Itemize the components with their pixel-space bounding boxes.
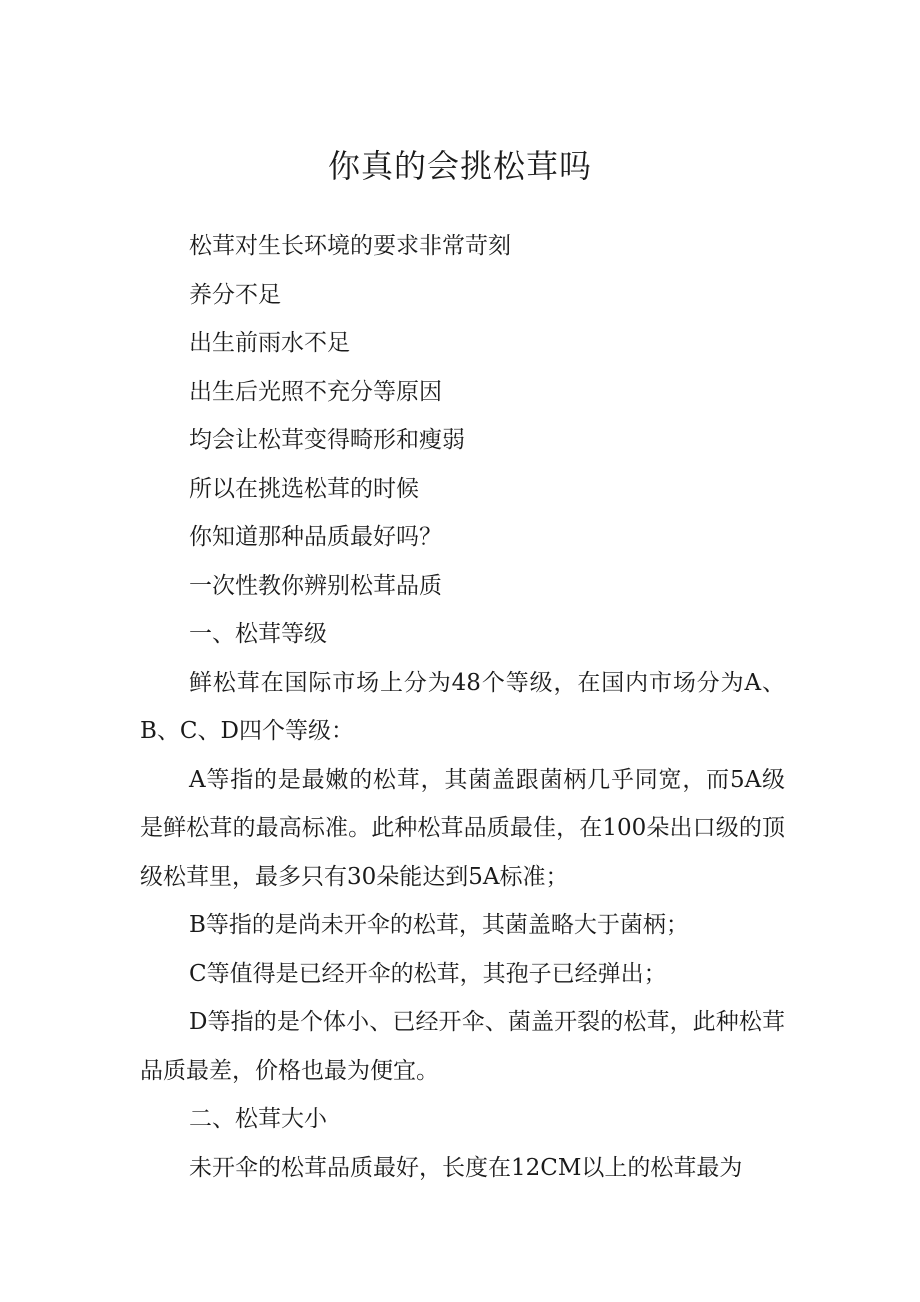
page-title: 你真的会挑松茸吗 bbox=[327, 147, 592, 185]
paragraph-grade-c: C等值得是已经开伞的松茸，其孢子已经弹出； bbox=[189, 960, 667, 987]
paragraph-8: 一次性教你辨别松茸品质 bbox=[189, 572, 442, 599]
paragraph-5: 均会让松茸变得畸形和瘦弱 bbox=[189, 427, 465, 453]
section-heading-grades: 一、松茸等级 bbox=[189, 621, 327, 647]
paragraph-grade-b: B等指的是尚未开伞的松茸，其菌盖略大于菌柄； bbox=[189, 912, 689, 938]
paragraph-6: 所以在挑选松茸的时候 bbox=[189, 475, 419, 502]
paragraph-4: 出生后光照不充分等原因 bbox=[189, 378, 442, 405]
paragraph-grade-d: D等指的是个体小、已经开伞、菌盖开裂的松茸，此种松茸品质最差，价格也最为便宜。 bbox=[140, 1009, 785, 1084]
paragraph-2: 养分不足 bbox=[189, 281, 281, 308]
section-heading-size: 二、松茸大小 bbox=[189, 1106, 327, 1132]
document-body bbox=[140, 222, 785, 1192]
paragraph-3: 出生前雨水不足 bbox=[189, 330, 350, 356]
paragraph-grades-intro: 鲜松茸在国际市场上分为48个等级，在国内市场分为A、B、C、D四个等级： bbox=[140, 669, 785, 744]
paragraph-1: 松茸对生长环境的要求非常苛刻 bbox=[189, 233, 511, 259]
paragraph-size: 未开伞的松茸品质最好，长度在12CM以上的松茸最为 bbox=[189, 1154, 743, 1181]
paragraph-grade-a: A等指的是最嫩的松茸，其菌盖跟菌柄几乎同宽，而5A级是鲜松茸的最高标准。此种松茸品质最佳，在100朵出口级的顶级松茸里，最多只有30朵能达到5A标准； bbox=[140, 766, 785, 890]
paragraph-7: 你知道那种品质最好吗？ bbox=[189, 524, 442, 550]
